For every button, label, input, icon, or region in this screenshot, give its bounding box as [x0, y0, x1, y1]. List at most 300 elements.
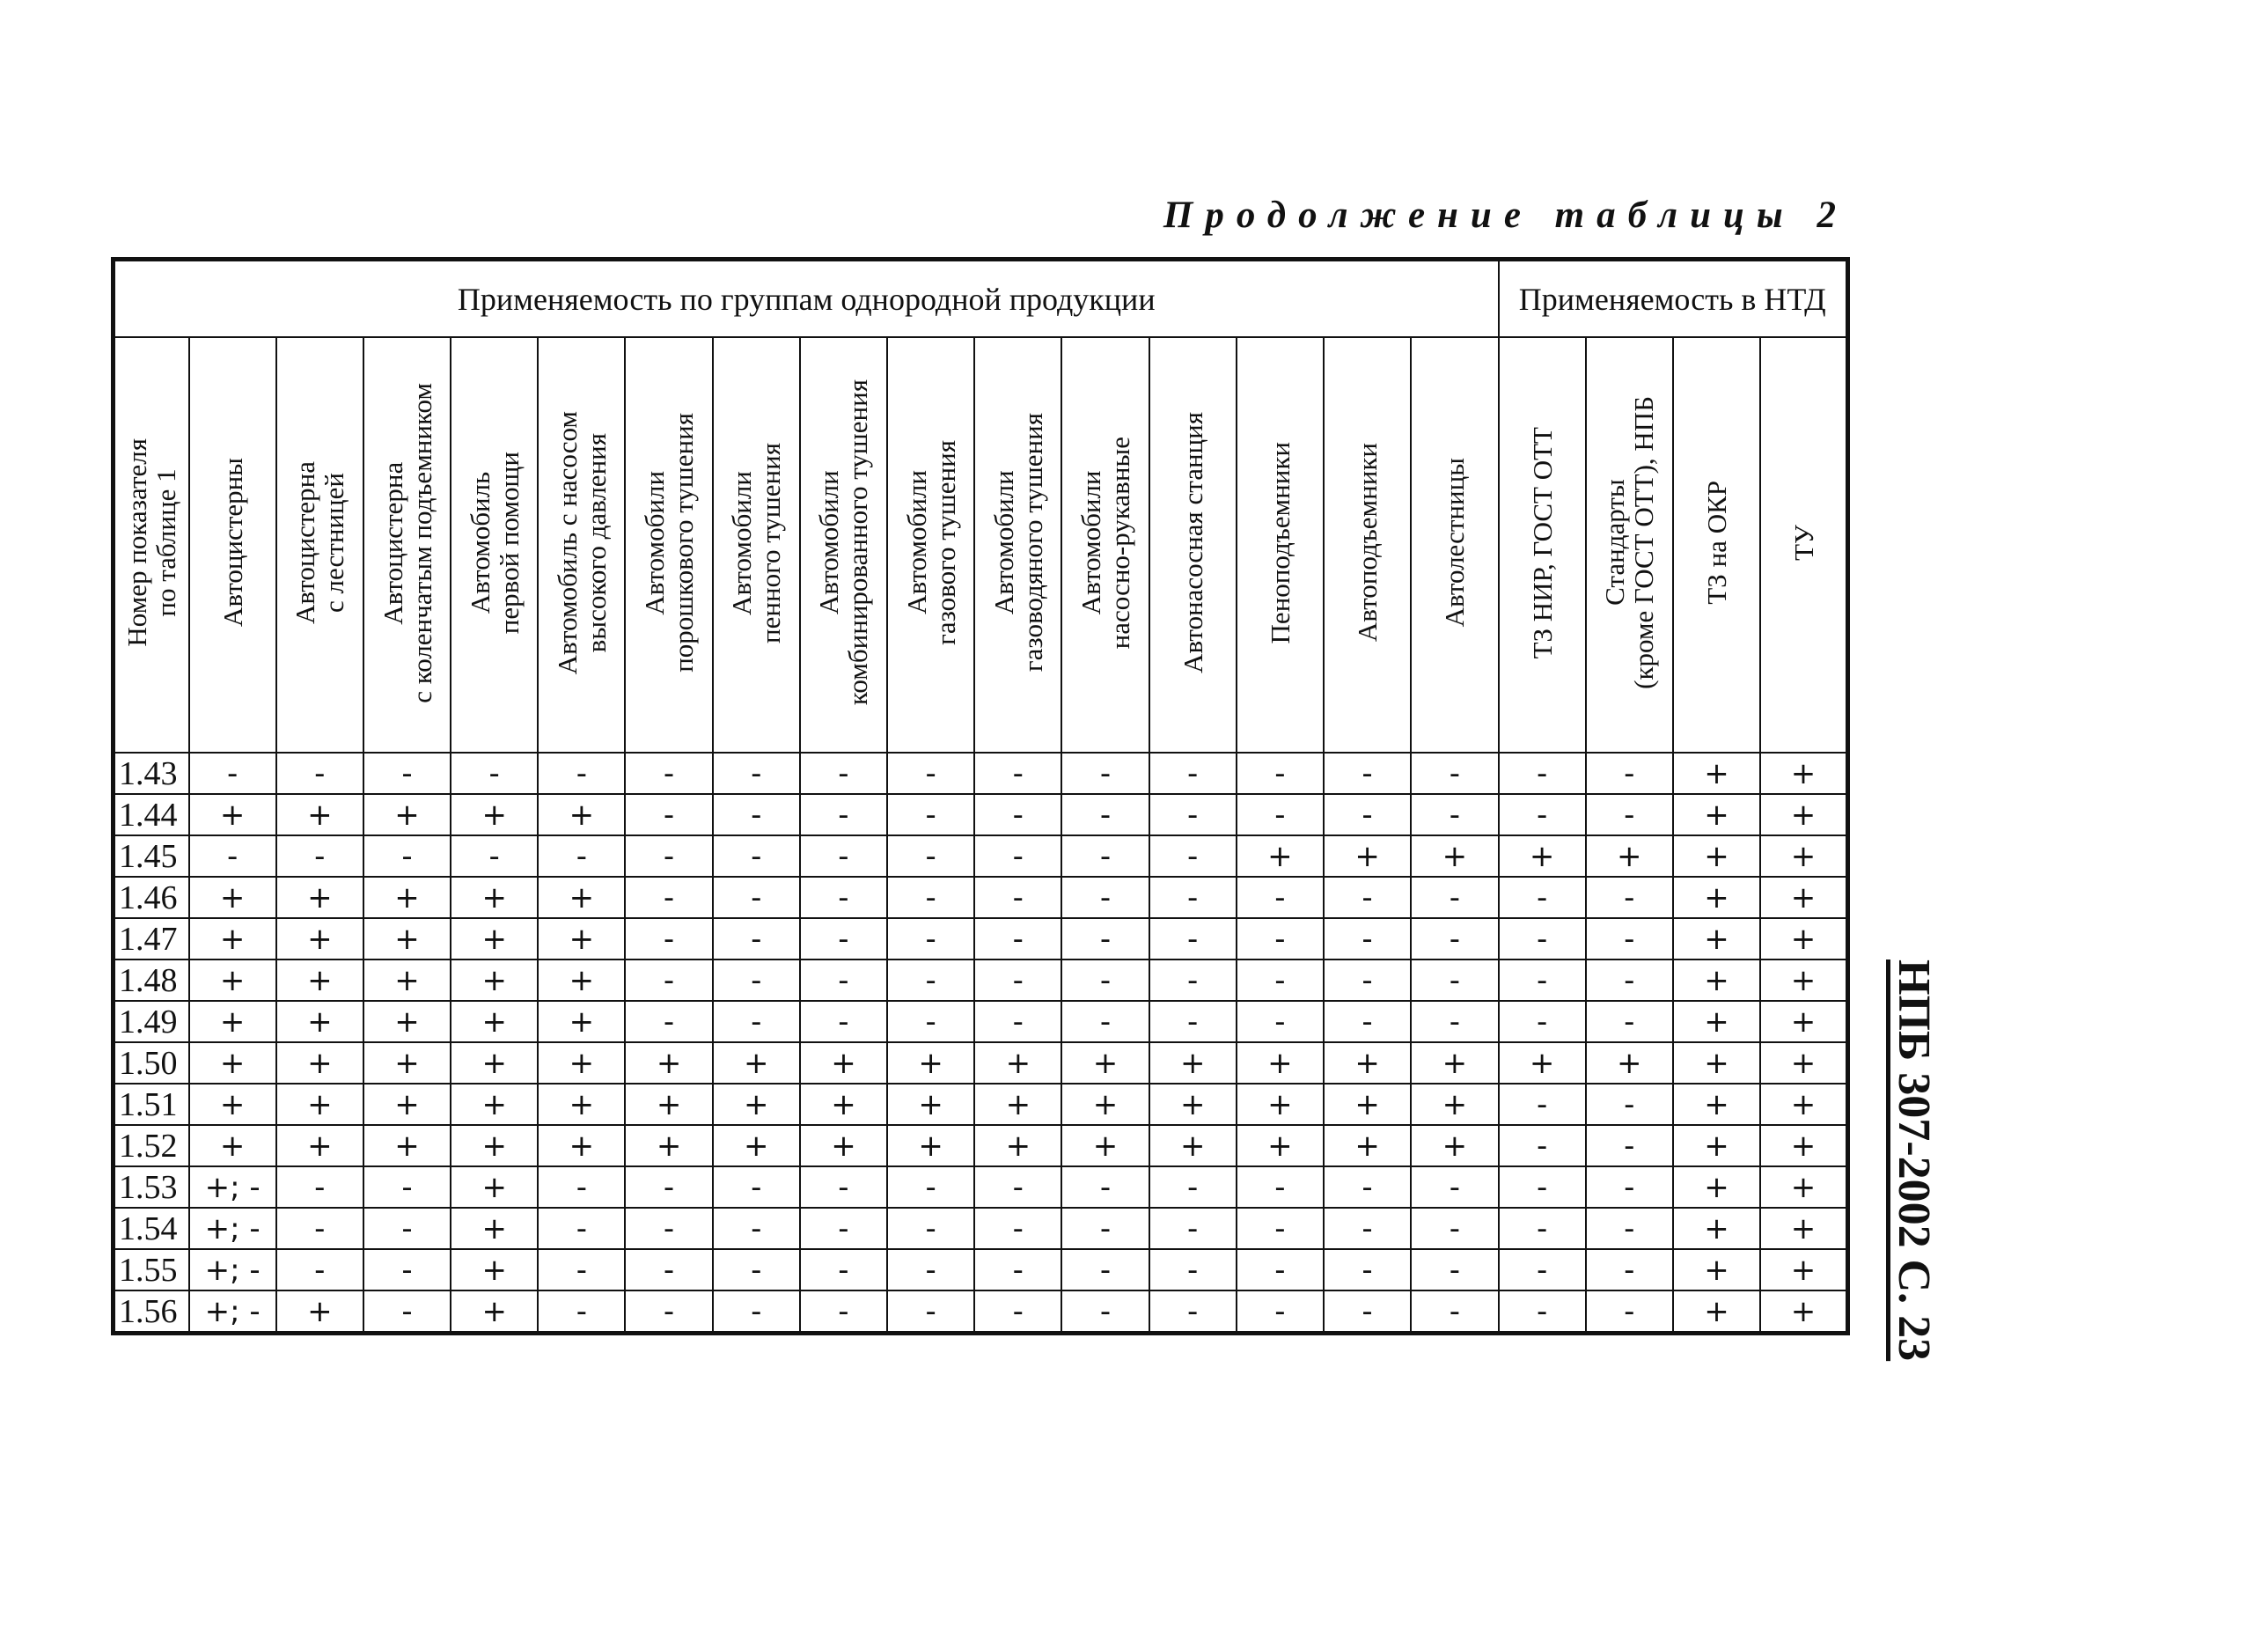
applicability-cell: +: [713, 1125, 800, 1166]
table-row: [114, 1290, 1848, 1334]
applicability-cell: +: [451, 877, 538, 918]
applicability-cell: -: [276, 1249, 363, 1290]
applicability-cell: +: [538, 1125, 625, 1166]
applicability-cell: -: [887, 1249, 974, 1290]
applicability-cell: +: [189, 918, 276, 960]
applicability-cell: -: [713, 1208, 800, 1249]
applicability-cell: +: [887, 1125, 974, 1166]
group-header-row: [114, 260, 1848, 338]
applicability-cell: -: [451, 753, 538, 794]
applicability-cell: -: [1061, 1290, 1149, 1334]
applicability-cell: +: [189, 1001, 276, 1042]
applicability-cell: -: [1324, 794, 1411, 835]
applicability-cell: -: [1237, 1208, 1324, 1249]
applicability-cell: +: [1673, 753, 1760, 794]
applicability-cell: -: [974, 753, 1061, 794]
applicability-cell: -: [887, 1290, 974, 1334]
applicability-cell: +: [800, 1084, 887, 1125]
applicability-table: [111, 257, 1850, 1335]
applicability-cell: +: [276, 1001, 363, 1042]
applicability-cell: -: [1237, 960, 1324, 1001]
applicability-cell: +; -: [189, 1166, 276, 1208]
applicability-cell: -: [1411, 794, 1498, 835]
column-header: [363, 337, 451, 753]
applicability-cell: +: [1760, 877, 1847, 918]
applicability-cell: -: [1499, 1290, 1586, 1334]
applicability-cell: +: [1324, 835, 1411, 877]
column-header: [974, 337, 1061, 753]
applicability-cell: +: [363, 1125, 451, 1166]
column-header: [1324, 337, 1411, 753]
applicability-cell: -: [1237, 1001, 1324, 1042]
applicability-cell: +: [1586, 835, 1673, 877]
applicability-cell: +: [363, 960, 451, 1001]
applicability-cell: +: [1673, 794, 1760, 835]
applicability-cell: -: [974, 1290, 1061, 1334]
applicability-cell: +: [363, 1084, 451, 1125]
applicability-cell: -: [1499, 1084, 1586, 1125]
applicability-cell: -: [887, 753, 974, 794]
applicability-cell: -: [1061, 753, 1149, 794]
applicability-cell: -: [1324, 1208, 1411, 1249]
applicability-cell: +: [451, 794, 538, 835]
applicability-cell: +: [1760, 960, 1847, 1001]
applicability-cell: -: [1149, 835, 1237, 877]
applicability-cell: +: [1760, 1001, 1847, 1042]
applicability-cell: -: [1411, 877, 1498, 918]
applicability-cell: -: [1237, 1166, 1324, 1208]
applicability-cell: +: [276, 960, 363, 1001]
applicability-cell: +: [1760, 1042, 1847, 1084]
column-header-label: ТЗ НИР, ГОСТ ОТТ: [1526, 426, 1558, 659]
applicability-cell: +: [1149, 1084, 1237, 1125]
indicator-number-cell: 1.53: [114, 1166, 189, 1208]
table-row: [114, 877, 1848, 918]
column-header-label: Автолестницы: [1439, 458, 1471, 628]
applicability-cell: -: [1237, 877, 1324, 918]
applicability-cell: +: [276, 1084, 363, 1125]
applicability-cell: +: [276, 1290, 363, 1334]
column-header-label: Автоцистерны: [217, 458, 248, 628]
applicability-cell: +: [451, 1001, 538, 1042]
applicability-cell: +: [800, 1125, 887, 1166]
column-header: [538, 337, 625, 753]
applicability-cell: +: [800, 1042, 887, 1084]
applicability-cell: +: [363, 1001, 451, 1042]
applicability-cell: -: [276, 835, 363, 877]
applicability-cell: -: [538, 1290, 625, 1334]
applicability-cell: -: [538, 753, 625, 794]
applicability-cell: -: [1061, 960, 1149, 1001]
applicability-cell: +: [1760, 753, 1847, 794]
applicability-cell: -: [713, 753, 800, 794]
column-header-label: Стандарты (кроме ГОСТ ОТТ), НПБ: [1599, 396, 1660, 689]
applicability-cell: -: [1499, 1249, 1586, 1290]
column-header: [800, 337, 887, 753]
applicability-cell: +: [1673, 1249, 1760, 1290]
applicability-cell: -: [1324, 960, 1411, 1001]
applicability-cell: +: [1149, 1125, 1237, 1166]
applicability-cell: -: [800, 1166, 887, 1208]
applicability-cell: +; -: [189, 1208, 276, 1249]
applicability-cell: -: [1061, 1001, 1149, 1042]
applicability-cell: -: [538, 1249, 625, 1290]
applicability-cell: +: [1673, 835, 1760, 877]
indicator-number-cell: 1.56: [114, 1290, 189, 1334]
table-row: [114, 835, 1848, 877]
applicability-cell: +: [1324, 1084, 1411, 1125]
applicability-cell: +: [1673, 1125, 1760, 1166]
applicability-cell: +: [1237, 1125, 1324, 1166]
applicability-cell: +: [625, 1125, 712, 1166]
column-header-label: Автомобили пенного тушения: [726, 442, 787, 643]
applicability-cell: -: [625, 1249, 712, 1290]
applicability-cell: -: [1586, 1208, 1673, 1249]
applicability-cell: +: [1760, 1290, 1847, 1334]
applicability-cell: -: [887, 960, 974, 1001]
applicability-cell: +: [538, 877, 625, 918]
applicability-cell: +: [538, 1042, 625, 1084]
applicability-cell: -: [1149, 1290, 1237, 1334]
applicability-cell: -: [1149, 794, 1237, 835]
column-header-label: Автоцистерна с коленчатым подъемником: [377, 382, 437, 703]
table-row: [114, 794, 1848, 835]
applicability-cell: -: [1499, 1208, 1586, 1249]
applicability-cell: +: [1499, 1042, 1586, 1084]
indicator-number-cell: 1.49: [114, 1001, 189, 1042]
applicability-cell: -: [713, 960, 800, 1001]
indicator-number-cell: 1.48: [114, 960, 189, 1001]
applicability-cell: +: [1061, 1125, 1149, 1166]
applicability-cell: +: [451, 1166, 538, 1208]
applicability-cell: -: [974, 1001, 1061, 1042]
applicability-cell: -: [1149, 1166, 1237, 1208]
applicability-cell: -: [1586, 753, 1673, 794]
applicability-cell: +: [451, 918, 538, 960]
column-header-label: Номер показателя по таблице 1: [121, 438, 182, 647]
applicability-cell: -: [1324, 1166, 1411, 1208]
applicability-cell: -: [1499, 1001, 1586, 1042]
indicator-number-cell: 1.46: [114, 877, 189, 918]
applicability-cell: -: [1586, 1125, 1673, 1166]
applicability-cell: -: [1237, 794, 1324, 835]
column-header: [1061, 337, 1149, 753]
applicability-cell: +: [887, 1084, 974, 1125]
applicability-cell: -: [1061, 877, 1149, 918]
applicability-cell: -: [538, 835, 625, 877]
applicability-cell: -: [1411, 1249, 1498, 1290]
applicability-cell: +: [538, 918, 625, 960]
applicability-cell: -: [974, 1249, 1061, 1290]
column-header: [887, 337, 974, 753]
indicator-number-cell: 1.45: [114, 835, 189, 877]
table-row: [114, 960, 1848, 1001]
applicability-cell: -: [800, 794, 887, 835]
column-header-label: Автомобили газоводяного тушения: [987, 413, 1048, 673]
applicability-cell: -: [1061, 835, 1149, 877]
applicability-cell: +: [1760, 794, 1847, 835]
applicability-cell: -: [800, 1249, 887, 1290]
applicability-cell: -: [974, 1166, 1061, 1208]
applicability-cell: -: [800, 1290, 887, 1334]
applicability-cell: -: [1499, 960, 1586, 1001]
applicability-cell: +: [1760, 1084, 1847, 1125]
applicability-cell: -: [1499, 753, 1586, 794]
applicability-cell: -: [1149, 918, 1237, 960]
column-header: [1760, 337, 1847, 753]
column-header-label: Пеноподъемники: [1264, 441, 1295, 644]
applicability-cell: +: [1673, 877, 1760, 918]
applicability-cell: -: [887, 1208, 974, 1249]
applicability-cell: +: [1411, 1084, 1498, 1125]
applicability-cell: -: [625, 1001, 712, 1042]
applicability-cell: -: [974, 918, 1061, 960]
table-row: [114, 1001, 1848, 1042]
applicability-cell: -: [800, 918, 887, 960]
applicability-cell: +: [451, 1084, 538, 1125]
applicability-cell: -: [1324, 877, 1411, 918]
applicability-cell: +: [713, 1084, 800, 1125]
group-header-ntd: Применяемость в НТД: [1499, 260, 1848, 338]
applicability-cell: +: [189, 1042, 276, 1084]
column-header-label: Автоподъемники: [1352, 443, 1384, 643]
applicability-cell: -: [713, 1249, 800, 1290]
applicability-cell: -: [713, 918, 800, 960]
applicability-cell: -: [363, 1290, 451, 1334]
applicability-cell: +: [1760, 918, 1847, 960]
applicability-cell: +: [1061, 1042, 1149, 1084]
applicability-cell: -: [800, 877, 887, 918]
applicability-cell: +: [1673, 1166, 1760, 1208]
column-header: [276, 337, 363, 753]
applicability-cell: +: [189, 960, 276, 1001]
indicator-number-cell: 1.50: [114, 1042, 189, 1084]
applicability-cell: -: [1149, 877, 1237, 918]
applicability-cell: -: [713, 877, 800, 918]
applicability-cell: +: [189, 794, 276, 835]
applicability-cell: -: [363, 753, 451, 794]
applicability-cell: +: [1760, 1249, 1847, 1290]
applicability-cell: -: [625, 1208, 712, 1249]
applicability-cell: -: [1061, 1249, 1149, 1290]
applicability-cell: -: [713, 1001, 800, 1042]
applicability-cell: -: [363, 835, 451, 877]
column-header: [114, 337, 189, 753]
applicability-cell: +; -: [189, 1290, 276, 1334]
applicability-cell: +: [1411, 835, 1498, 877]
column-header-label: Автомобиль с насосом высокого давления: [551, 410, 612, 675]
applicability-cell: -: [887, 918, 974, 960]
column-header-label: Автомобили насосно-рукавные: [1075, 436, 1135, 650]
applicability-cell: +: [1586, 1042, 1673, 1084]
table-row: [114, 1208, 1848, 1249]
applicability-cell: +: [1237, 1084, 1324, 1125]
applicability-cell: +: [538, 1001, 625, 1042]
applicability-cell: -: [800, 960, 887, 1001]
applicability-cell: +; -: [189, 1249, 276, 1290]
indicator-number-cell: 1.44: [114, 794, 189, 835]
applicability-cell: -: [276, 1208, 363, 1249]
table-row: [114, 1084, 1848, 1125]
column-header: [1411, 337, 1498, 753]
applicability-cell: -: [1411, 1290, 1498, 1334]
applicability-cell: -: [1586, 1290, 1673, 1334]
applicability-cell: -: [1499, 1166, 1586, 1208]
applicability-cell: +: [276, 877, 363, 918]
column-header: [189, 337, 276, 753]
indicator-number-cell: 1.52: [114, 1125, 189, 1166]
applicability-cell: -: [363, 1166, 451, 1208]
applicability-cell: +: [713, 1042, 800, 1084]
applicability-cell: -: [1586, 1084, 1673, 1125]
column-header-row: [114, 337, 1848, 753]
applicability-cell: +: [1673, 918, 1760, 960]
applicability-cell: +: [1061, 1084, 1149, 1125]
applicability-cell: +: [1237, 835, 1324, 877]
applicability-cell: -: [1237, 918, 1324, 960]
applicability-cell: +: [538, 794, 625, 835]
applicability-cell: +: [1673, 1208, 1760, 1249]
applicability-cell: -: [800, 835, 887, 877]
indicator-number-cell: 1.47: [114, 918, 189, 960]
applicability-cell: -: [887, 1001, 974, 1042]
applicability-cell: -: [1411, 960, 1498, 1001]
applicability-cell: -: [1499, 794, 1586, 835]
applicability-cell: +: [451, 1042, 538, 1084]
table-continuation-label: Продолжение таблицы 2: [1163, 195, 1848, 236]
applicability-cell: -: [1324, 1290, 1411, 1334]
applicability-cell: +: [1237, 1042, 1324, 1084]
applicability-cell: +: [1324, 1042, 1411, 1084]
table-row: [114, 1042, 1848, 1084]
applicability-cell: +: [1411, 1125, 1498, 1166]
table-row: [114, 1249, 1848, 1290]
applicability-cell: +: [363, 877, 451, 918]
applicability-cell: -: [1237, 1249, 1324, 1290]
applicability-cell: -: [887, 877, 974, 918]
applicability-cell: +: [189, 1125, 276, 1166]
applicability-cell: -: [974, 877, 1061, 918]
applicability-cell: +: [276, 1125, 363, 1166]
applicability-cell: +: [189, 1084, 276, 1125]
indicator-number-cell: 1.54: [114, 1208, 189, 1249]
applicability-cell: -: [625, 1166, 712, 1208]
column-header: [1149, 337, 1237, 753]
applicability-cell: +: [1760, 1125, 1847, 1166]
column-header: [1499, 337, 1586, 753]
applicability-cell: +: [974, 1042, 1061, 1084]
applicability-cell: +: [1760, 1208, 1847, 1249]
applicability-cell: +: [276, 1042, 363, 1084]
applicability-cell: -: [1586, 1249, 1673, 1290]
applicability-cell: -: [1149, 753, 1237, 794]
applicability-cell: +: [974, 1084, 1061, 1125]
applicability-cell: +: [625, 1084, 712, 1125]
applicability-cell: -: [1586, 877, 1673, 918]
column-header: [451, 337, 538, 753]
applicability-cell: -: [1061, 794, 1149, 835]
applicability-cell: -: [1149, 1001, 1237, 1042]
applicability-cell: -: [887, 835, 974, 877]
table-row: [114, 753, 1848, 794]
applicability-cell: -: [713, 1166, 800, 1208]
applicability-cell: +: [276, 918, 363, 960]
applicability-cell: -: [1324, 753, 1411, 794]
applicability-cell: -: [1061, 918, 1149, 960]
applicability-cell: -: [1237, 753, 1324, 794]
applicability-cell: +: [1324, 1125, 1411, 1166]
applicability-cell: -: [1411, 1208, 1498, 1249]
applicability-cell: -: [1149, 1208, 1237, 1249]
applicability-cell: -: [625, 1290, 712, 1334]
indicator-number-cell: 1.55: [114, 1249, 189, 1290]
applicability-cell: +: [276, 794, 363, 835]
applicability-cell: -: [1499, 1125, 1586, 1166]
applicability-cell: -: [1149, 960, 1237, 1001]
table-row: [114, 918, 1848, 960]
applicability-cell: -: [974, 835, 1061, 877]
applicability-cell: -: [625, 918, 712, 960]
applicability-cell: -: [625, 753, 712, 794]
indicator-number-cell: 1.43: [114, 753, 189, 794]
applicability-cell: -: [538, 1208, 625, 1249]
applicability-cell: +: [538, 960, 625, 1001]
column-header: [625, 337, 712, 753]
applicability-cell: -: [974, 1208, 1061, 1249]
applicability-cell: -: [1586, 960, 1673, 1001]
group-header-products: Применяемость по группам однородной продукции: [114, 260, 1499, 338]
applicability-cell: -: [1324, 918, 1411, 960]
applicability-cell: -: [1237, 1290, 1324, 1334]
applicability-cell: -: [189, 753, 276, 794]
column-header: [1673, 337, 1760, 753]
applicability-cell: -: [1586, 1166, 1673, 1208]
column-header-label: Автомобили комбинированного тушения: [813, 379, 874, 706]
applicability-cell: -: [625, 794, 712, 835]
table-body: [114, 753, 1848, 1334]
applicability-cell: -: [800, 1001, 887, 1042]
indicator-number-cell: 1.51: [114, 1084, 189, 1125]
column-header: [1237, 337, 1324, 753]
applicability-cell: -: [974, 960, 1061, 1001]
applicability-cell: +: [1411, 1042, 1498, 1084]
applicability-cell: -: [1586, 794, 1673, 835]
column-header-label: Автонасосная станция: [1177, 412, 1208, 673]
applicability-cell: +: [1673, 1290, 1760, 1334]
column-header-label: Автоцистерна с лестницей: [290, 461, 350, 624]
applicability-cell: -: [1586, 1001, 1673, 1042]
applicability-cell: +: [1673, 1001, 1760, 1042]
column-header: [713, 337, 800, 753]
applicability-cell: -: [713, 1290, 800, 1334]
applicability-cell: +: [625, 1042, 712, 1084]
table-row: [114, 1166, 1848, 1208]
applicability-cell: +: [363, 1042, 451, 1084]
applicability-cell: +: [451, 1290, 538, 1334]
applicability-cell: -: [276, 753, 363, 794]
applicability-cell: -: [1411, 1166, 1498, 1208]
applicability-cell: -: [974, 794, 1061, 835]
applicability-cell: +: [538, 1084, 625, 1125]
applicability-cell: -: [538, 1166, 625, 1208]
applicability-cell: -: [1411, 1001, 1498, 1042]
applicability-cell: +: [189, 877, 276, 918]
applicability-cell: +: [1673, 1042, 1760, 1084]
applicability-cell: +: [1760, 835, 1847, 877]
applicability-cell: +: [1499, 835, 1586, 877]
applicability-cell: -: [887, 1166, 974, 1208]
applicability-cell: -: [887, 794, 974, 835]
